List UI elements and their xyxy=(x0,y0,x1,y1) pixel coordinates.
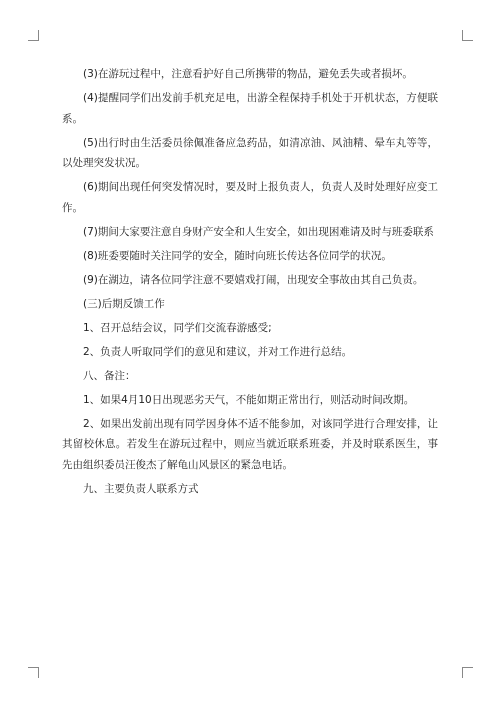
corner-mark-top-right xyxy=(462,30,473,41)
document-body xyxy=(62,64,438,503)
paragraph-item-3: (3)在游玩过程中，注意看护好自己所携带的物品，避免丢失或者损坏。 xyxy=(83,68,413,80)
corner-mark-top-left xyxy=(28,30,39,41)
section-heading-contacts: 九、主要负责人联系方式 xyxy=(83,482,199,495)
feedback-item-1: 1、召开总结会议，同学们交流春游感受; xyxy=(83,321,272,334)
notes-item-2: 2、如果出发前出现有同学因身体不适不能参加，对该同学进行合理安排，让其留校休息。若发生在游玩过程中，则应当就近联系班委，并及时联系医生，事先由组织委员汪俊杰了解龟山风景区的紧急电话。 xyxy=(62,417,438,471)
corner-mark-bottom-left xyxy=(28,667,39,678)
paragraph-item-8: (8)班委要随时关注同学的安全，随时向班长传达各位同学的状况。 xyxy=(83,249,392,262)
paragraph-item-7: (7)期间大家要注意自身财产安全和人生安全，如出现困难请及时与班委联系 xyxy=(83,225,434,238)
paragraph-item-4: (4)提醒同学们出发前手机充足电，出游全程保持手机处于开机状态，方便联系。 xyxy=(62,92,438,125)
feedback-item-2: 2、负责人听取同学们的意见和建议，并对工作进行总结。 xyxy=(83,345,353,358)
paragraph-item-6: (6)期间出现任何突发情况时，要及时上报负责人，负责人及时处理好应变工作。 xyxy=(62,181,438,214)
section-heading-feedback: (三)后期反馈工作 xyxy=(83,297,165,310)
section-heading-notes: 八、备注： xyxy=(83,369,136,382)
corner-mark-bottom-right xyxy=(462,667,473,678)
paragraph-item-5: (5)出行时由生活委员徐佩准备应急药品，如清凉油、风油精、晕车丸等等，以处理突发状况。 xyxy=(62,136,438,169)
notes-item-1: 1、如果4月10日出现恶劣天气，不能如期正常出行，则活动时间改期。 xyxy=(83,393,415,406)
paragraph-item-9: (9)在湖边，请各位同学注意不要嬉戏打闹，出现安全事故由其自己负责。 xyxy=(83,273,424,286)
